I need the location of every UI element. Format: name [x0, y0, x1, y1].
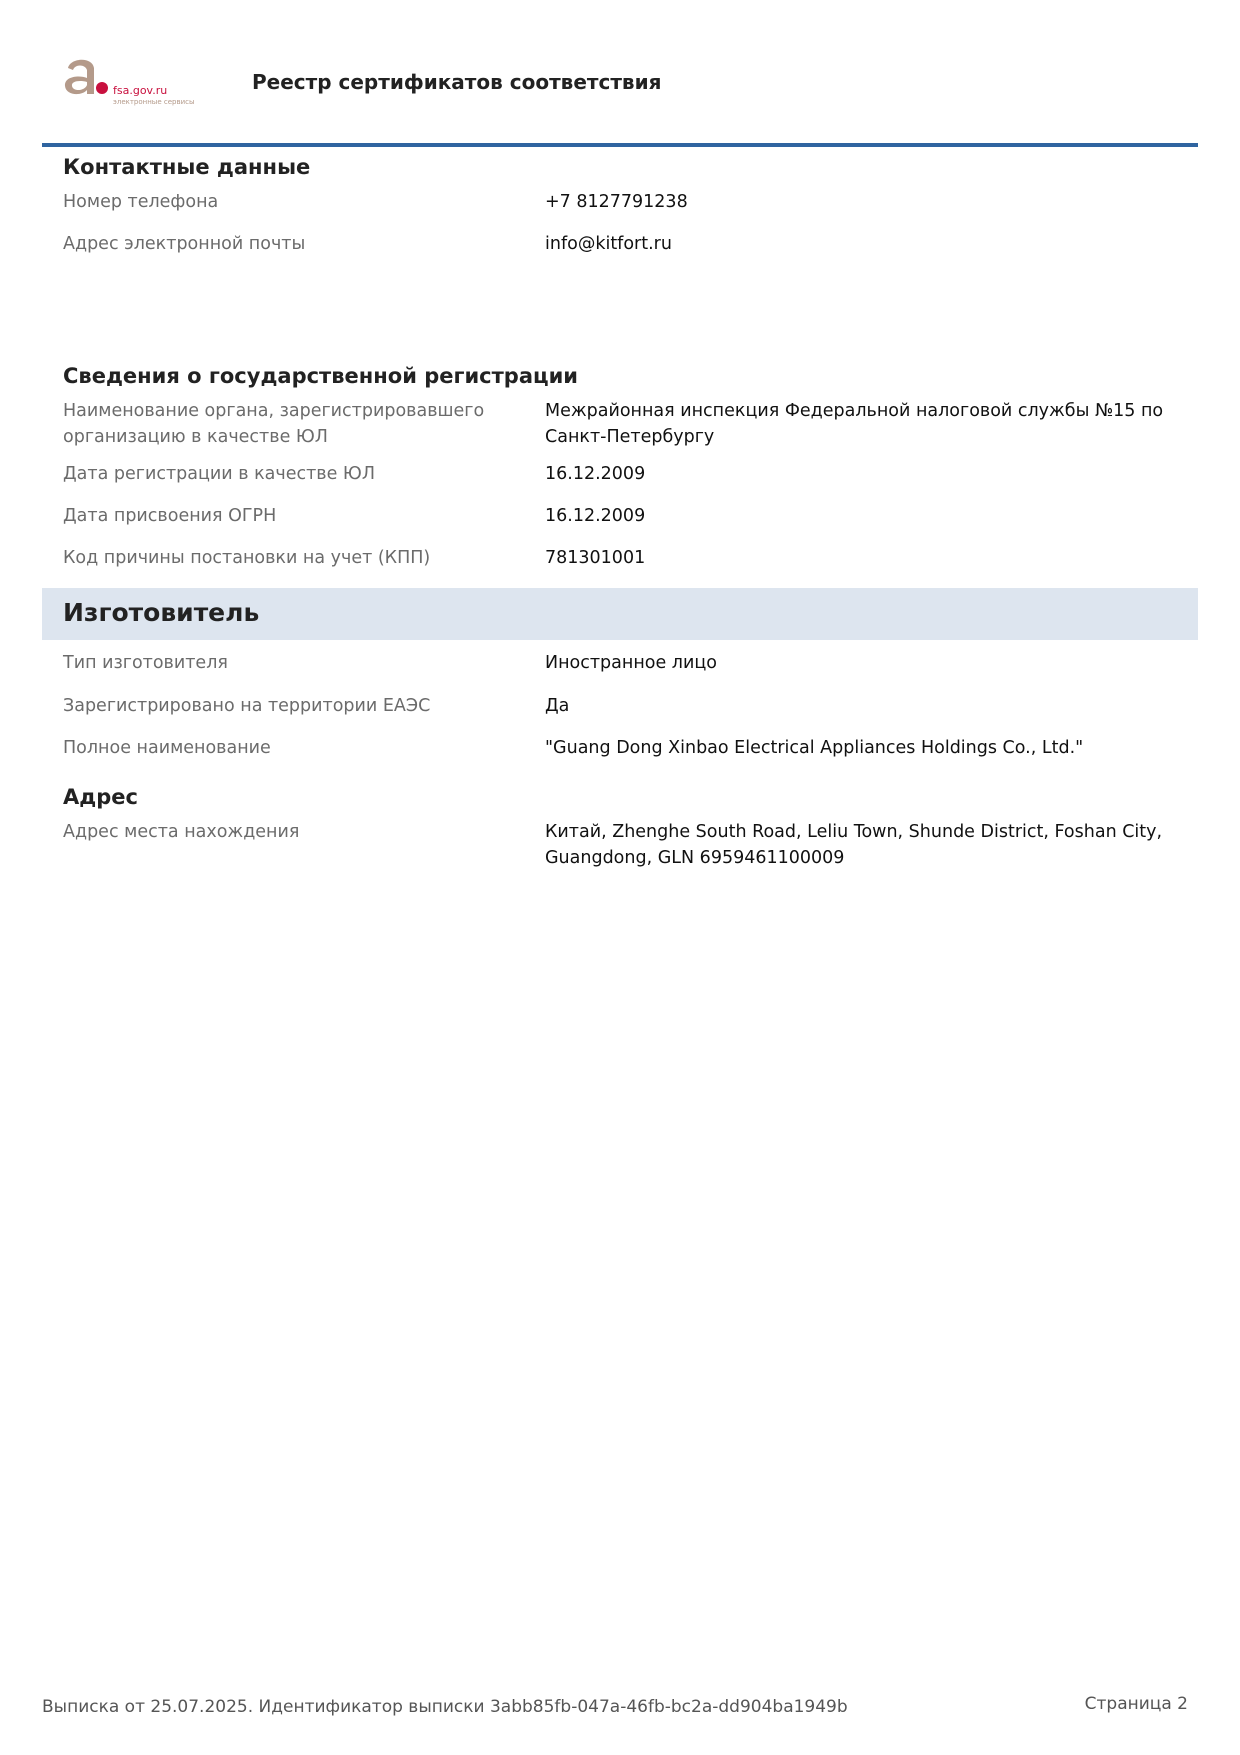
header-divider [42, 143, 1198, 147]
field-value: Китай, Zhenghe South Road, Leliu Town, Shunde District, Foshan City, Guangdong, GLN 6959461100009 [545, 822, 1163, 868]
page-header [0, 0, 1240, 150]
logo-subtitle-text: электронные сервисы [113, 98, 195, 106]
field-label: Наименование органа, зарегистрировавшего организацию в качестве ЮЛ [63, 401, 485, 447]
field-label: Дата присвоения ОГРН [63, 506, 277, 526]
field-value: Межрайонная инспекция Федеральной налоговой службы №15 по Санкт-Петербургу [545, 401, 1164, 447]
address-section-title: Адрес [63, 785, 138, 809]
extract-footer: Выписка от 25.07.2025. Идентификатор выписки 3abb85fb-047a-46fb-bc2a-dd904ba1949b [42, 1697, 848, 1717]
registration-section-title: Сведения о государственной регистрации [63, 364, 579, 388]
logo-domain-text: fsa.gov.ru [113, 84, 168, 97]
field-label: Тип изготовителя [63, 653, 228, 673]
field-value: Да [545, 696, 570, 716]
manufacturer-section-title: Изготовитель [63, 598, 260, 627]
field-value: 16.12.2009 [545, 506, 646, 526]
field-label: Адрес места нахождения [63, 822, 300, 842]
field-value: "Guang Dong Xinbao Electrical Appliances Holdings Co., Ltd." [545, 738, 1084, 758]
fsa-logo [60, 56, 210, 112]
field-value: Иностранное лицо [545, 653, 717, 673]
field-value: 781301001 [545, 548, 646, 568]
field-label: Дата регистрации в качестве ЮЛ [63, 464, 375, 484]
field-label: Код причины постановки на учет (КПП) [63, 548, 431, 568]
field-value: +7 8127791238 [545, 192, 688, 212]
contacts-section-title: Контактные данные [63, 155, 311, 179]
field-value: info@kitfort.ru [545, 234, 672, 254]
manufacturer-section-band [42, 588, 1198, 640]
field-value: 16.12.2009 [545, 464, 646, 484]
field-label: Зарегистрировано на территории ЕАЭС [63, 696, 431, 716]
field-label: Адрес электронной почты [63, 234, 306, 254]
field-label: Полное наименование [63, 738, 271, 758]
page-number: Страница 2 [1084, 1694, 1188, 1714]
field-label: Номер телефона [63, 192, 219, 212]
document-title: Реестр сертификатов соответствия [252, 70, 662, 94]
fsa-logo-icon [60, 56, 110, 100]
